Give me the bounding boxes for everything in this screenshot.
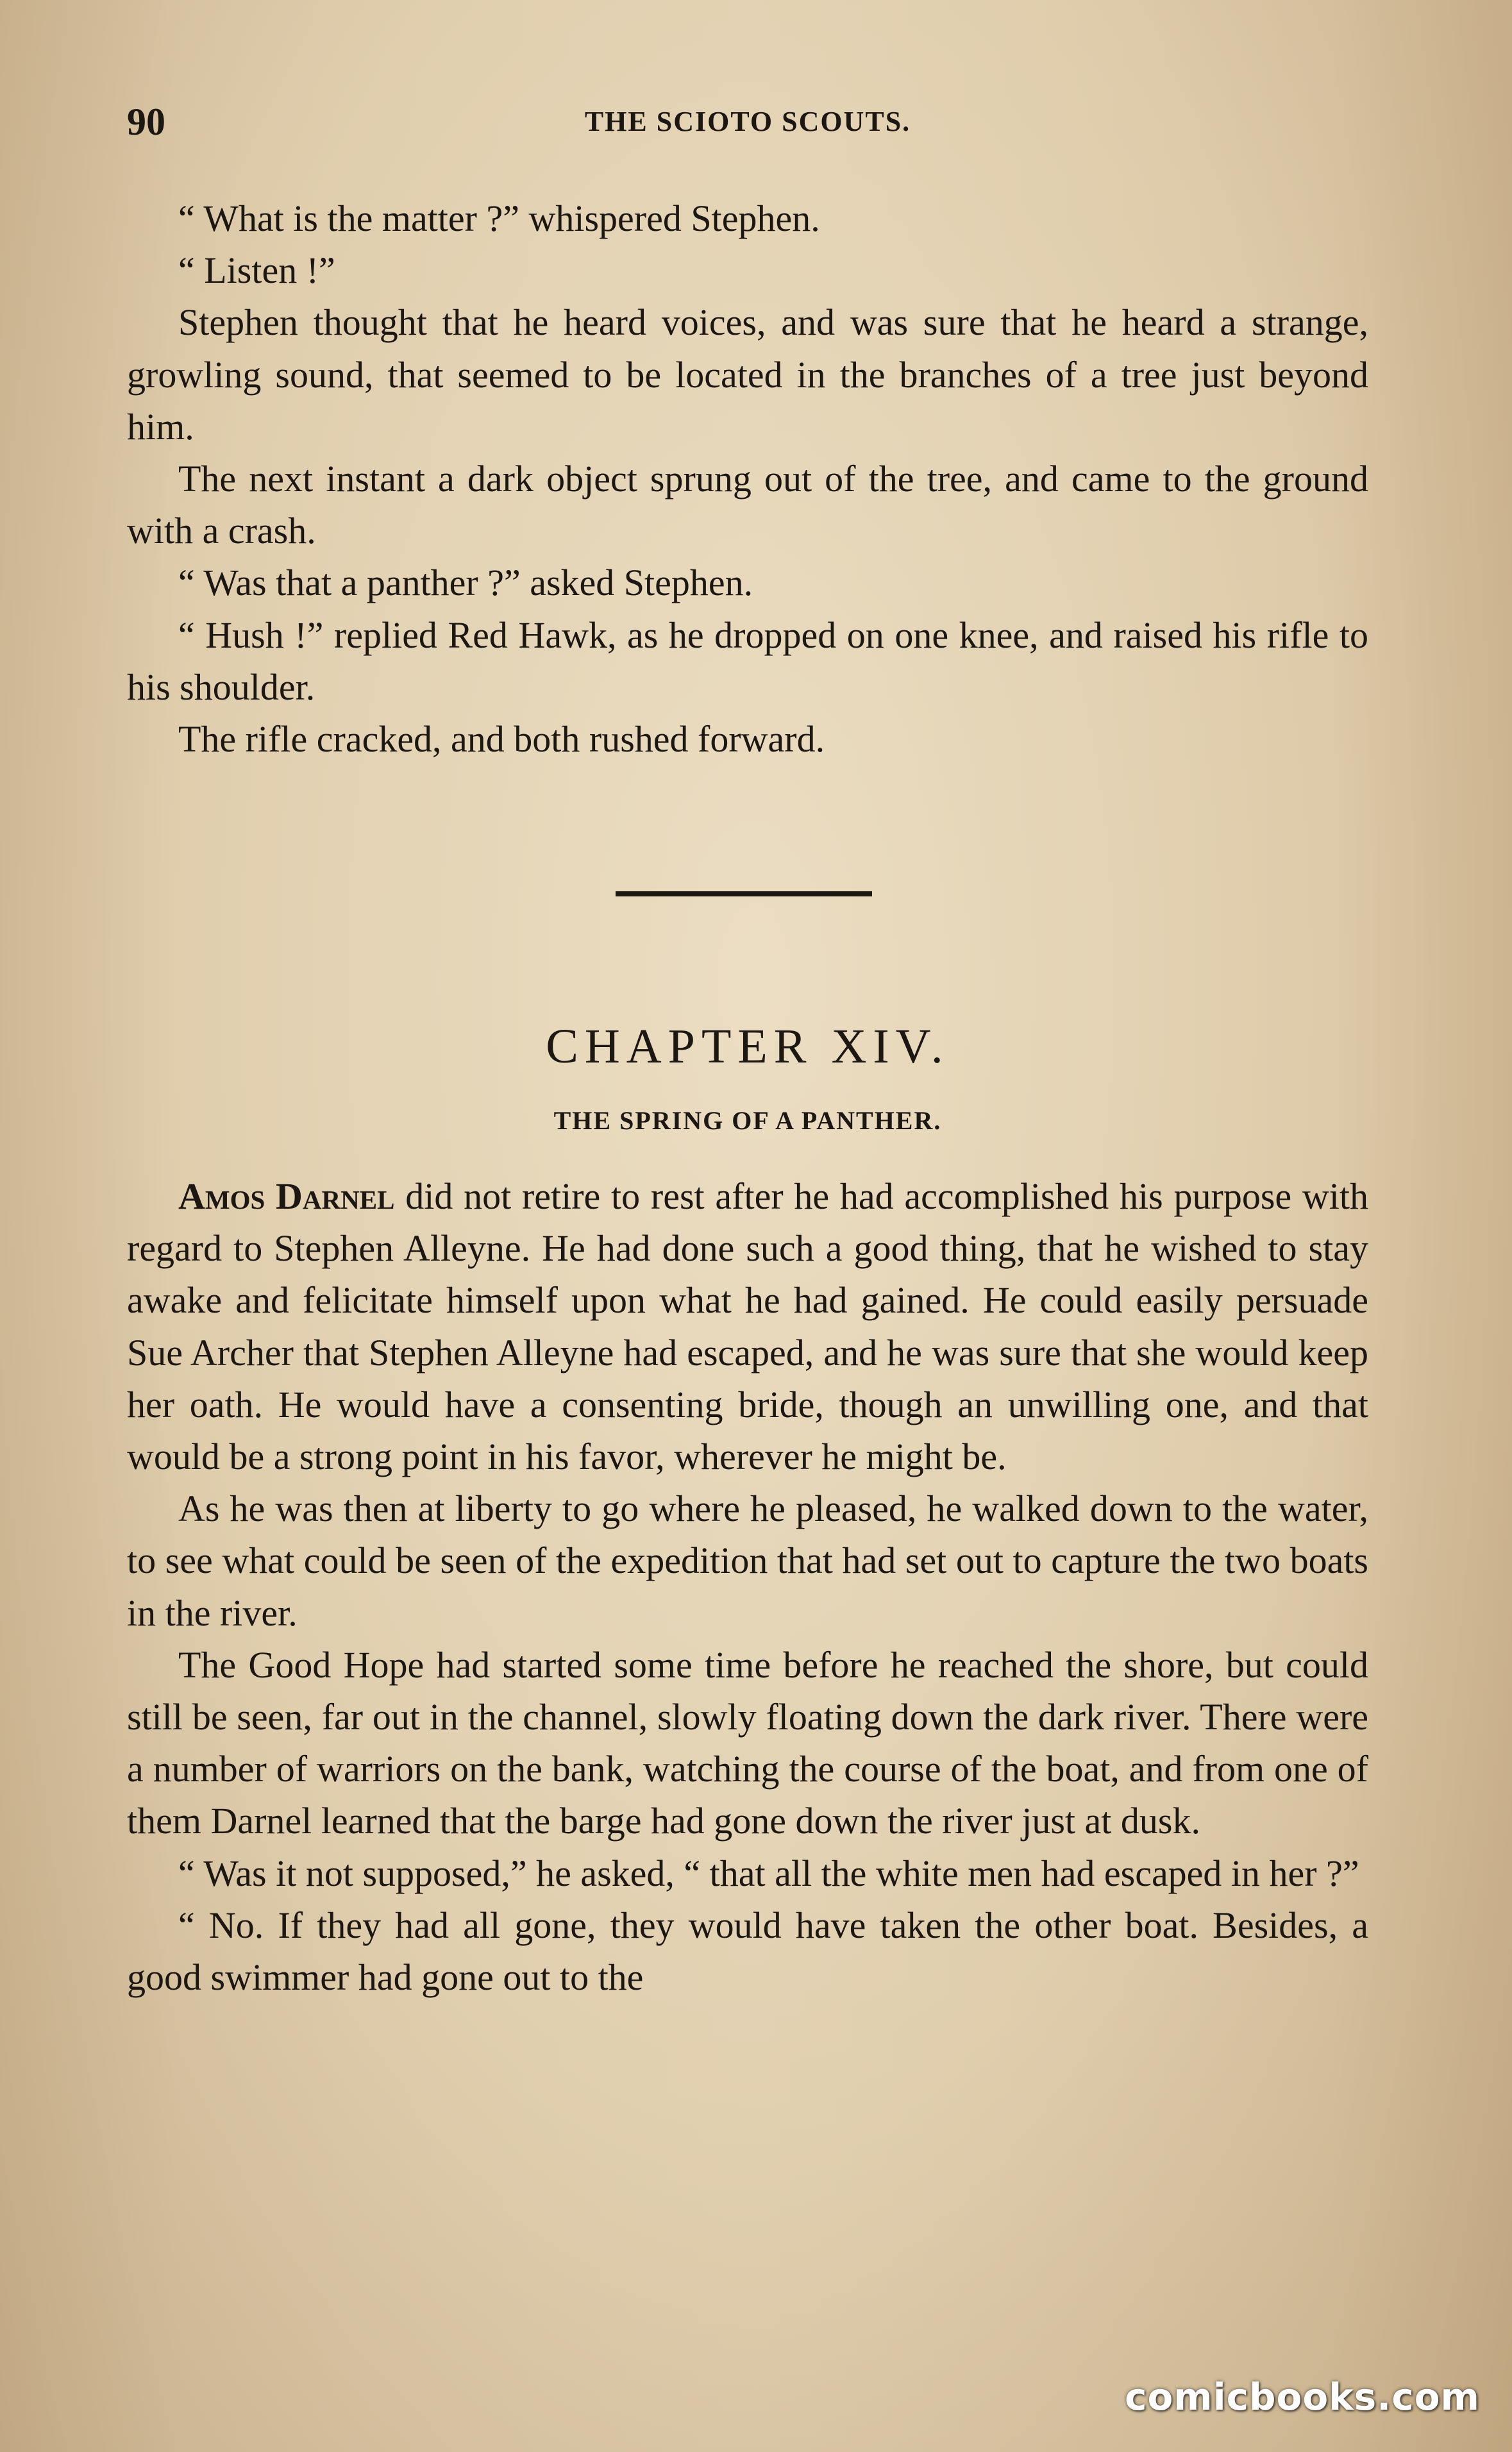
chapter-subtitle: THE SPRING OF A PANTHER. <box>553 1106 942 1135</box>
lead-name: Amos Darnel <box>178 1175 395 1217</box>
paragraph: The Good Hope had started some time before he reached the shore, but could still be seen, far out in the channel, slowly floating down the dark river. There were a number of warriors on the bank, watching the course of the boat, and from one of them Darnel learned that the barge had gone down the river just at dusk. <box>127 1643 1368 1842</box>
paragraph: “ Hush !” replied Red Hawk, as he dropped on one knee, and raised his rifle to his shoulder. <box>127 614 1368 708</box>
paragraph: Stephen thought that he heard voices, and was sure that he heard a strange, growling sound, that seemed to be located in the branches of a tree just beyond him. <box>127 301 1368 448</box>
paragraph: The rifle cracked, and both rushed forward. <box>178 718 825 760</box>
running-head: THE SCIOTO SCOUTS. <box>584 106 911 137</box>
text-section-2 <box>127 1170 1368 2003</box>
page-header <box>127 96 1368 147</box>
paragraph: “ Listen !” <box>178 249 335 292</box>
section-divider <box>616 891 872 896</box>
paragraph-text: did not retire to rest after he had accomplished his purpose with regard to Stephen Alleyne. He had done such a good thing, that he wished to stay awake and felicitate himself upon what he had gained. He could easily persuade Sue Archer that Stephen Alleyne had escaped, and he was sure that she would keep her oath. He would have a consenting bride, though an unwilling one, and that would be a strong point in his favor, wherever he might be. <box>127 1175 1369 1478</box>
paragraph: “ Was it not supposed,” he asked, “ that all the white men had escaped in her ?” <box>178 1852 1359 1894</box>
chapter-title: CHAPTER XIV. <box>546 1020 950 1073</box>
page-number: 90 <box>127 101 165 143</box>
paragraph: The next instant a dark object sprung out of the tree, and came to the ground with a crash. <box>127 458 1368 552</box>
paragraph: “ No. If they had all gone, they would have taken the other boat. Besides, a good swimmer had gone out to the <box>127 1904 1368 1999</box>
paragraph: As he was then at liberty to go where he pleased, he walked down to the water, to see what could be seen of the expedition that had set out to capture the two boats in the river. <box>127 1488 1368 1634</box>
watermark: comicbooks.com <box>1125 2375 1480 2419</box>
text-section-1 <box>127 192 1368 765</box>
paragraph: “ Was that a panther ?” asked Stephen. <box>178 562 753 604</box>
paragraph <box>127 1170 1368 1482</box>
paragraph: “ What is the matter ?” whispered Stephen. <box>178 197 820 239</box>
